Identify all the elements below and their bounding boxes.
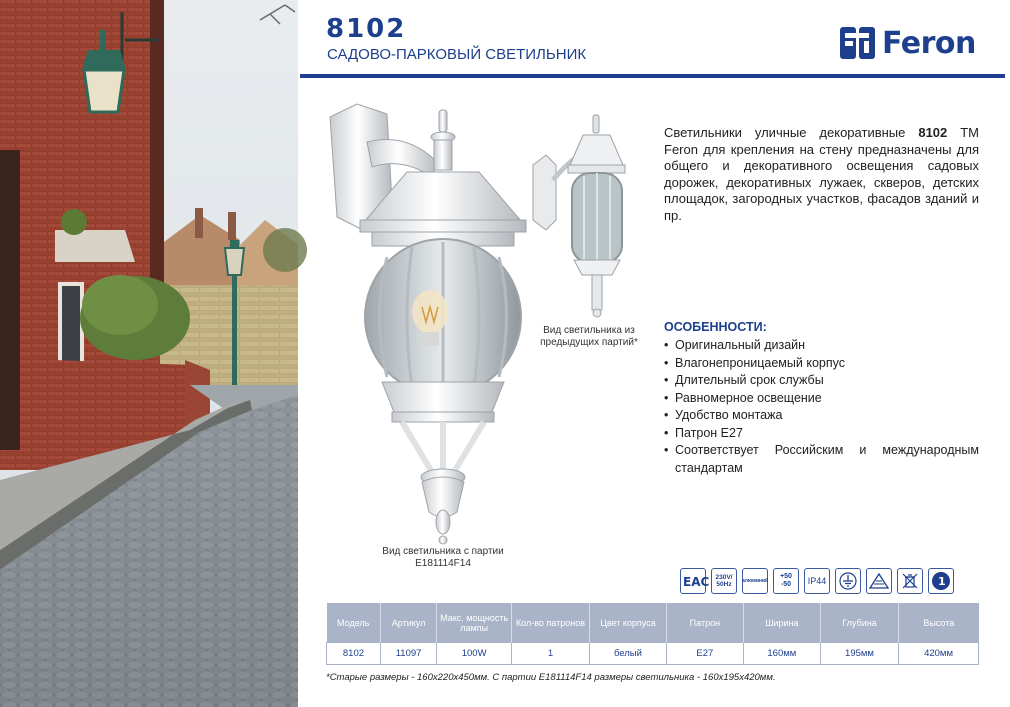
brand-logo <box>840 26 976 60</box>
lamp-old-illustration <box>528 110 638 320</box>
eac-icon <box>680 568 710 594</box>
table-row <box>327 643 979 665</box>
product-subtitle: САДОВО-ПАРКОВЫЙ СВЕТИЛЬНИК <box>327 46 587 63</box>
table-header: Модель <box>327 603 381 643</box>
no-trash-icon <box>897 568 923 594</box>
temp-high: +50 <box>780 573 792 580</box>
description-model: 8102 <box>918 125 948 140</box>
brand-name: Feron <box>882 25 976 61</box>
product-description <box>664 125 979 224</box>
description-text-rest: ТМ Feron для крепления на стену предназначены для общего и декоративного освещения садовых дорожек, декоративных лужаек, скверов, детских площадок, загородных участков, фасадов зданий и пр. <box>664 125 980 223</box>
table-cell: 420мм <box>899 643 979 665</box>
table-cell: 8102 <box>327 643 381 665</box>
table-cell: 1 <box>512 643 590 665</box>
feature-item: • Патрон E27 <box>664 425 979 443</box>
table-header: Цвет корпуса <box>589 603 666 643</box>
material-icon: алюминий <box>742 568 768 594</box>
surface-mount-icon <box>866 568 892 594</box>
table-cell: 11097 <box>380 643 436 665</box>
table-header: Кол-во патронов <box>512 603 590 643</box>
table-header-row <box>327 603 979 643</box>
table-cell: E27 <box>666 643 743 665</box>
voltage-icon: 230V/ 50Hz <box>711 568 737 594</box>
certification-icons <box>680 568 954 594</box>
feature-item: • Соответствует Российским и международным стандартам <box>664 442 979 477</box>
table-header: Артикул <box>380 603 436 643</box>
description-text: Светильники уличные декоративные <box>664 125 919 140</box>
table-header: Макс. мощность лампы <box>437 603 512 643</box>
features-list <box>664 337 979 477</box>
lamp-new-illustration <box>312 92 542 552</box>
features-title: ОСОБЕННОСТИ: <box>664 320 767 334</box>
table-cell: 100W <box>437 643 512 665</box>
table-header: Ширина <box>743 603 820 643</box>
table-header: Глубина <box>820 603 898 643</box>
street-photo <box>0 0 298 707</box>
table-cell: белый <box>589 643 666 665</box>
feature-item: • Равномерное освещение <box>664 390 979 408</box>
footnote: *Старые размеры - 160х220х450мм. С партии E181114F14 размеры светильника - 160х195х420мм. <box>326 672 776 683</box>
new-lamp-caption: Вид светильника с партии E181114F14 <box>382 546 504 569</box>
ip44-icon: IP44 <box>804 568 830 594</box>
feature-item: • Удобство монтажа <box>664 407 979 425</box>
spec-table <box>326 603 979 665</box>
temperature-icon <box>773 568 799 594</box>
warranty-icon <box>928 568 954 594</box>
temp-low: -50 <box>780 581 792 588</box>
feature-item: • Длительный срок службы <box>664 372 979 390</box>
model-number: 8102 <box>326 14 407 44</box>
ground-icon <box>835 568 861 594</box>
table-header: Высота <box>899 603 979 643</box>
svg-text:1: 1 <box>938 575 946 588</box>
header-divider <box>300 74 1005 78</box>
feature-item: • Оригинальный дизайн <box>664 337 979 355</box>
feron-logo-icon <box>840 27 876 59</box>
table-header: Патрон <box>666 603 743 643</box>
old-lamp-caption: Вид светильника из предыдущих партий* <box>540 325 638 348</box>
feature-item: • Влагонепроницаемый корпус <box>664 355 979 373</box>
table-cell: 195мм <box>820 643 898 665</box>
table-cell: 160мм <box>743 643 820 665</box>
svg-text:EAC: EAC <box>683 575 710 589</box>
